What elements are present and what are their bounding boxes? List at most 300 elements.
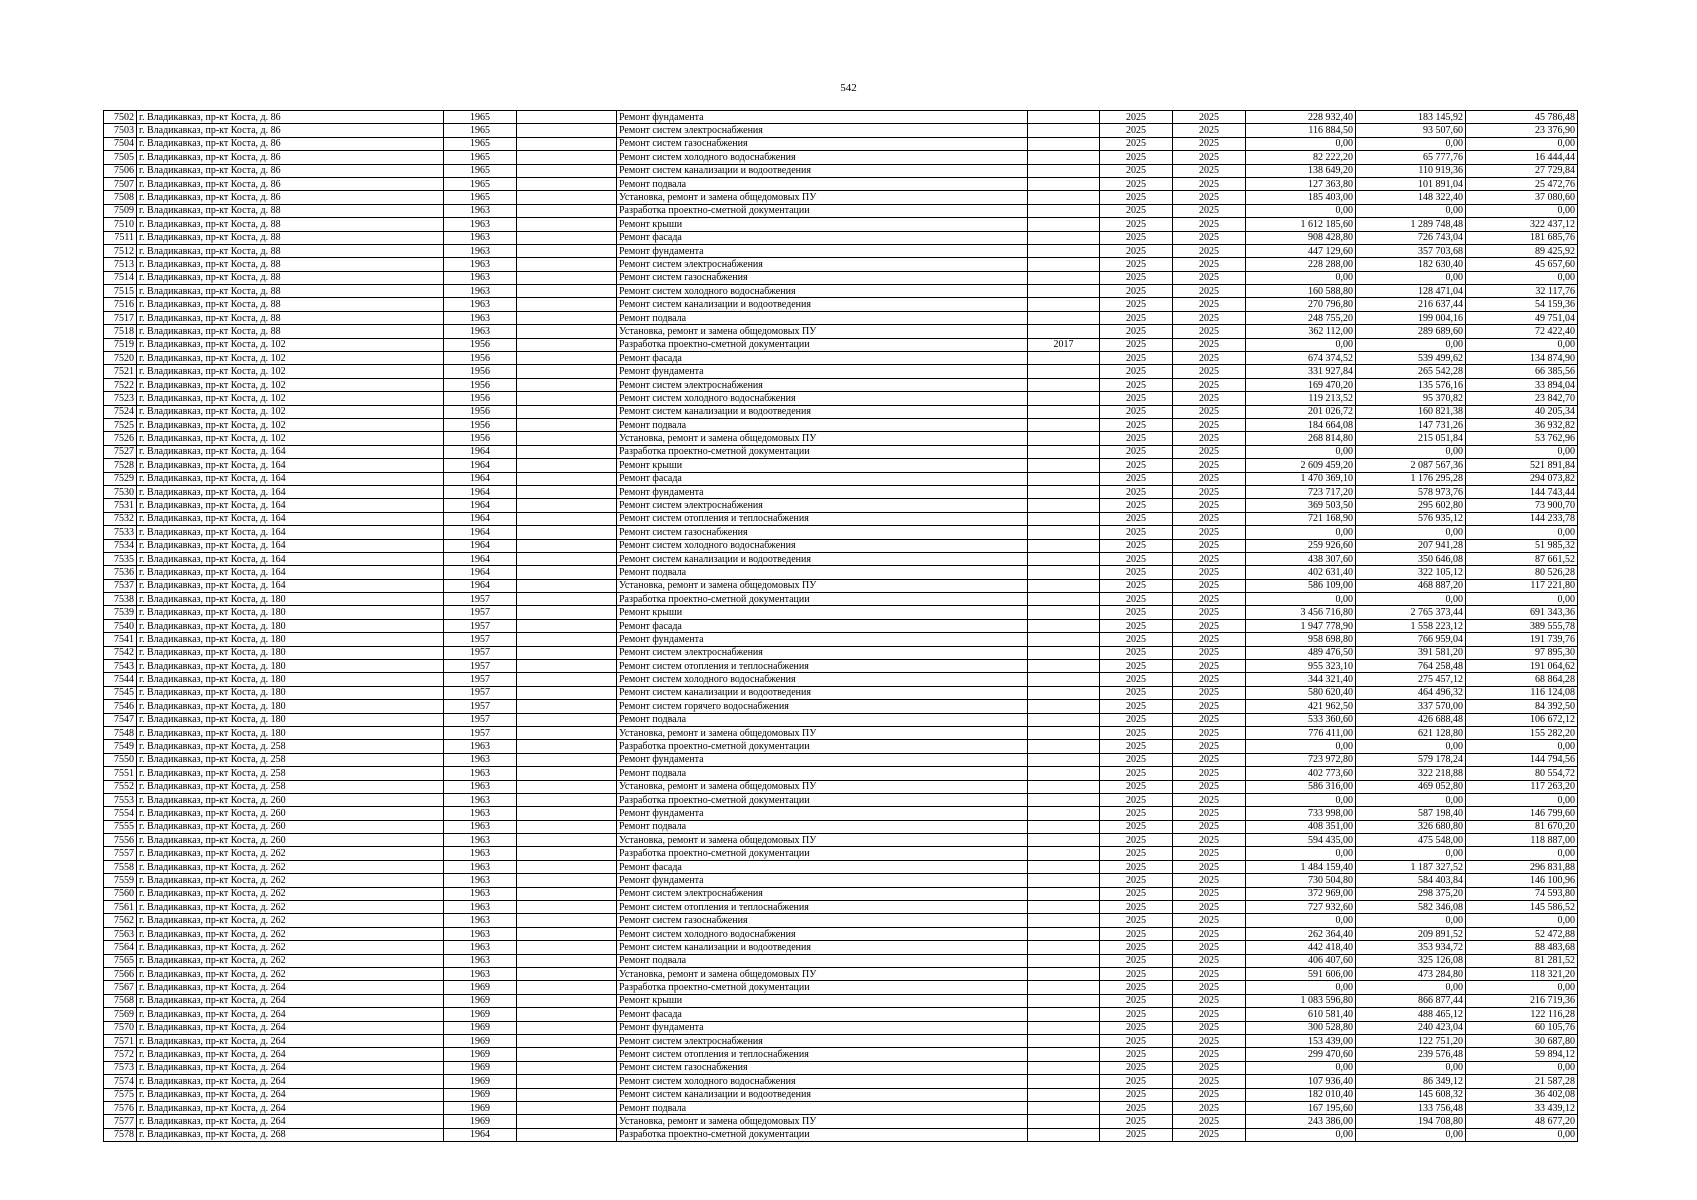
build-year: 1957 (444, 713, 517, 726)
plan-end-year: 2025 (1173, 847, 1246, 860)
total-cost: 184 664,08 (1246, 418, 1356, 431)
owners-cost: 73 900,70 (1466, 499, 1578, 512)
table-row (104, 566, 1578, 579)
table-row (104, 968, 1578, 981)
fund-cost: 95 370,82 (1356, 392, 1466, 405)
row-number: 7576 (104, 1101, 137, 1114)
work-type: Ремонт систем отопления и теплоснабжения (617, 901, 1028, 914)
blank-cell (517, 606, 617, 619)
prior-year (1028, 405, 1100, 418)
total-cost: 408 351,00 (1246, 820, 1356, 833)
blank-cell (517, 807, 617, 820)
table-row (104, 994, 1578, 1007)
fund-cost: 357 703,68 (1356, 244, 1466, 257)
row-number: 7531 (104, 499, 137, 512)
blank-cell (517, 258, 617, 271)
prior-year (1028, 700, 1100, 713)
address: г. Владикавказ, пр-кт Коста, д. 262 (137, 968, 444, 981)
address: г. Владикавказ, пр-кт Коста, д. 262 (137, 860, 444, 873)
fund-cost: 0,00 (1356, 981, 1466, 994)
fund-cost: 145 608,32 (1356, 1088, 1466, 1101)
build-year: 1963 (444, 901, 517, 914)
owners-cost: 117 221,80 (1466, 579, 1578, 592)
blank-cell (517, 793, 617, 806)
fund-cost: 764 258,48 (1356, 660, 1466, 673)
row-number: 7513 (104, 258, 137, 271)
blank-cell (517, 204, 617, 217)
plan-start-year: 2025 (1100, 593, 1173, 606)
plan-end-year: 2025 (1173, 552, 1246, 565)
row-number: 7555 (104, 820, 137, 833)
build-year: 1969 (444, 981, 517, 994)
work-type: Ремонт фундамента (617, 1021, 1028, 1034)
total-cost: 586 109,00 (1246, 579, 1356, 592)
blank-cell (517, 767, 617, 780)
address: г. Владикавказ, пр-кт Коста, д. 88 (137, 231, 444, 244)
address: г. Владикавказ, пр-кт Коста, д. 264 (137, 1075, 444, 1088)
plan-start-year: 2025 (1100, 244, 1173, 257)
total-cost: 344 321,40 (1246, 673, 1356, 686)
plan-start-year: 2025 (1100, 378, 1173, 391)
fund-cost: 0,00 (1356, 445, 1466, 458)
build-year: 1969 (444, 994, 517, 1007)
plan-end-year: 2025 (1173, 646, 1246, 659)
row-number: 7549 (104, 740, 137, 753)
prior-year (1028, 1128, 1100, 1141)
plan-end-year: 2025 (1173, 981, 1246, 994)
total-cost: 721 168,90 (1246, 512, 1356, 525)
address: г. Владикавказ, пр-кт Коста, д. 264 (137, 1048, 444, 1061)
address: г. Владикавказ, пр-кт Коста, д. 264 (137, 1061, 444, 1074)
table-row (104, 445, 1578, 458)
table-row (104, 686, 1578, 699)
plan-end-year: 2025 (1173, 713, 1246, 726)
table-row (104, 1021, 1578, 1034)
build-year: 1963 (444, 874, 517, 887)
blank-cell (517, 177, 617, 190)
fund-cost: 133 756,48 (1356, 1101, 1466, 1114)
fund-cost: 110 919,36 (1356, 164, 1466, 177)
blank-cell (517, 874, 617, 887)
build-year: 1957 (444, 686, 517, 699)
build-year: 1965 (444, 151, 517, 164)
work-type: Ремонт фасада (617, 231, 1028, 244)
fund-cost: 473 284,80 (1356, 968, 1466, 981)
fund-cost: 148 322,40 (1356, 191, 1466, 204)
work-type: Ремонт фундамента (617, 111, 1028, 124)
table-row (104, 111, 1578, 124)
build-year: 1964 (444, 526, 517, 539)
fund-cost: 0,00 (1356, 204, 1466, 217)
row-number: 7554 (104, 807, 137, 820)
work-type: Ремонт подвала (617, 566, 1028, 579)
owners-cost: 36 402,08 (1466, 1088, 1578, 1101)
build-year: 1964 (444, 472, 517, 485)
work-type: Ремонт подвала (617, 311, 1028, 324)
prior-year (1028, 901, 1100, 914)
plan-end-year: 2025 (1173, 231, 1246, 244)
build-year: 1964 (444, 485, 517, 498)
address: г. Владикавказ, пр-кт Коста, д. 86 (137, 151, 444, 164)
address: г. Владикавказ, пр-кт Коста, д. 164 (137, 472, 444, 485)
plan-end-year: 2025 (1173, 834, 1246, 847)
fund-cost: 2 087 567,36 (1356, 459, 1466, 472)
blank-cell (517, 1021, 617, 1034)
build-year: 1956 (444, 378, 517, 391)
table-row (104, 311, 1578, 324)
address: г. Владикавказ, пр-кт Коста, д. 264 (137, 1034, 444, 1047)
work-type: Ремонт крыши (617, 994, 1028, 1007)
owners-cost: 0,00 (1466, 204, 1578, 217)
total-cost: 116 884,50 (1246, 124, 1356, 137)
table-row (104, 740, 1578, 753)
owners-cost: 66 385,56 (1466, 365, 1578, 378)
total-cost: 591 606,00 (1246, 968, 1356, 981)
build-year: 1963 (444, 780, 517, 793)
plan-end-year: 2025 (1173, 914, 1246, 927)
total-cost: 0,00 (1246, 526, 1356, 539)
owners-cost: 0,00 (1466, 137, 1578, 150)
total-cost: 331 927,84 (1246, 365, 1356, 378)
owners-cost: 53 762,96 (1466, 432, 1578, 445)
address: г. Владикавказ, пр-кт Коста, д. 88 (137, 204, 444, 217)
blank-cell (517, 1075, 617, 1088)
blank-cell (517, 901, 617, 914)
address: г. Владикавказ, пр-кт Коста, д. 262 (137, 887, 444, 900)
total-cost: 402 631,40 (1246, 566, 1356, 579)
plan-end-year: 2025 (1173, 566, 1246, 579)
prior-year (1028, 378, 1100, 391)
plan-start-year: 2025 (1100, 111, 1173, 124)
plan-start-year: 2025 (1100, 298, 1173, 311)
plan-end-year: 2025 (1173, 365, 1246, 378)
total-cost: 723 972,80 (1246, 753, 1356, 766)
plan-start-year: 2025 (1100, 526, 1173, 539)
prior-year (1028, 218, 1100, 231)
row-number: 7551 (104, 767, 137, 780)
work-type: Установка, ремонт и замена общедомовых ПУ (617, 325, 1028, 338)
owners-cost: 48 677,20 (1466, 1115, 1578, 1128)
plan-start-year: 2025 (1100, 1034, 1173, 1047)
owners-cost: 36 932,82 (1466, 418, 1578, 431)
build-year: 1957 (444, 660, 517, 673)
owners-cost: 116 124,08 (1466, 686, 1578, 699)
total-cost: 0,00 (1246, 593, 1356, 606)
prior-year (1028, 673, 1100, 686)
plan-start-year: 2025 (1100, 673, 1173, 686)
fund-cost: 135 576,16 (1356, 378, 1466, 391)
blank-cell (517, 539, 617, 552)
owners-cost: 389 555,78 (1466, 619, 1578, 632)
prior-year (1028, 432, 1100, 445)
fund-cost: 122 751,20 (1356, 1034, 1466, 1047)
plan-end-year: 2025 (1173, 432, 1246, 445)
total-cost: 438 307,60 (1246, 552, 1356, 565)
owners-cost: 51 985,32 (1466, 539, 1578, 552)
work-type: Ремонт систем холодного водоснабжения (617, 1075, 1028, 1088)
total-cost: 489 476,50 (1246, 646, 1356, 659)
plan-start-year: 2025 (1100, 566, 1173, 579)
table-row (104, 820, 1578, 833)
address: г. Владикавказ, пр-кт Коста, д. 164 (137, 499, 444, 512)
plan-end-year: 2025 (1173, 941, 1246, 954)
plan-end-year: 2025 (1173, 445, 1246, 458)
work-type: Ремонт систем холодного водоснабжения (617, 673, 1028, 686)
work-type: Ремонт фасада (617, 860, 1028, 873)
total-cost: 908 428,80 (1246, 231, 1356, 244)
table-row (104, 1101, 1578, 1114)
work-type: Ремонт систем электроснабжения (617, 499, 1028, 512)
prior-year (1028, 713, 1100, 726)
build-year: 1963 (444, 204, 517, 217)
table-row (104, 780, 1578, 793)
plan-start-year: 2025 (1100, 847, 1173, 860)
table-row (104, 914, 1578, 927)
owners-cost: 0,00 (1466, 445, 1578, 458)
prior-year (1028, 686, 1100, 699)
prior-year (1028, 137, 1100, 150)
blank-cell (517, 927, 617, 940)
plan-start-year: 2025 (1100, 1008, 1173, 1021)
table-body (104, 111, 1578, 1142)
fund-cost: 350 646,08 (1356, 552, 1466, 565)
blank-cell (517, 860, 617, 873)
plan-end-year: 2025 (1173, 887, 1246, 900)
row-number: 7516 (104, 298, 137, 311)
owners-cost: 23 842,70 (1466, 392, 1578, 405)
work-type: Ремонт систем холодного водоснабжения (617, 539, 1028, 552)
build-year: 1963 (444, 740, 517, 753)
prior-year (1028, 726, 1100, 739)
plan-end-year: 2025 (1173, 1008, 1246, 1021)
build-year: 1969 (444, 1115, 517, 1128)
owners-cost: 30 687,80 (1466, 1034, 1578, 1047)
row-number: 7553 (104, 793, 137, 806)
owners-cost: 81 670,20 (1466, 820, 1578, 833)
plan-end-year: 2025 (1173, 619, 1246, 632)
build-year: 1969 (444, 1101, 517, 1114)
total-cost: 0,00 (1246, 914, 1356, 927)
fund-cost: 579 178,24 (1356, 753, 1466, 766)
total-cost: 2 609 459,20 (1246, 459, 1356, 472)
prior-year (1028, 485, 1100, 498)
build-year: 1963 (444, 298, 517, 311)
plan-start-year: 2025 (1100, 780, 1173, 793)
row-number: 7542 (104, 646, 137, 659)
table-row (104, 1075, 1578, 1088)
row-number: 7563 (104, 927, 137, 940)
plan-start-year: 2025 (1100, 539, 1173, 552)
plan-end-year: 2025 (1173, 1128, 1246, 1141)
owners-cost: 0,00 (1466, 338, 1578, 351)
owners-cost: 54 159,36 (1466, 298, 1578, 311)
table-row (104, 673, 1578, 686)
plan-end-year: 2025 (1173, 164, 1246, 177)
build-year: 1963 (444, 218, 517, 231)
prior-year (1028, 526, 1100, 539)
row-number: 7538 (104, 593, 137, 606)
table-row (104, 365, 1578, 378)
row-number: 7530 (104, 485, 137, 498)
build-year: 1964 (444, 459, 517, 472)
work-type: Ремонт фасада (617, 472, 1028, 485)
row-number: 7578 (104, 1128, 137, 1141)
work-type: Ремонт подвала (617, 954, 1028, 967)
blank-cell (517, 392, 617, 405)
address: г. Владикавказ, пр-кт Коста, д. 262 (137, 954, 444, 967)
plan-start-year: 2025 (1100, 432, 1173, 445)
prior-year (1028, 660, 1100, 673)
fund-cost: 101 891,04 (1356, 177, 1466, 190)
blank-cell (517, 311, 617, 324)
blank-cell (517, 593, 617, 606)
row-number: 7562 (104, 914, 137, 927)
plan-start-year: 2025 (1100, 258, 1173, 271)
work-type: Ремонт крыши (617, 459, 1028, 472)
work-type: Ремонт систем электроснабжения (617, 1034, 1028, 1047)
row-number: 7519 (104, 338, 137, 351)
table-row (104, 378, 1578, 391)
fund-cost: 584 403,84 (1356, 874, 1466, 887)
plan-start-year: 2025 (1100, 606, 1173, 619)
table-row (104, 606, 1578, 619)
prior-year (1028, 579, 1100, 592)
build-year: 1964 (444, 1128, 517, 1141)
work-type: Разработка проектно-сметной документации (617, 1128, 1028, 1141)
row-number: 7523 (104, 392, 137, 405)
build-year: 1956 (444, 352, 517, 365)
prior-year (1028, 1008, 1100, 1021)
fund-cost: 475 548,00 (1356, 834, 1466, 847)
row-number: 7545 (104, 686, 137, 699)
plan-start-year: 2025 (1100, 1115, 1173, 1128)
row-number: 7506 (104, 164, 137, 177)
total-cost: 0,00 (1246, 445, 1356, 458)
owners-cost: 84 392,50 (1466, 700, 1578, 713)
fund-cost: 576 935,12 (1356, 512, 1466, 525)
plan-start-year: 2025 (1100, 137, 1173, 150)
plan-start-year: 2025 (1100, 124, 1173, 137)
table-row (104, 887, 1578, 900)
prior-year (1028, 258, 1100, 271)
owners-cost: 52 472,88 (1466, 927, 1578, 940)
prior-year (1028, 111, 1100, 124)
blank-cell (517, 713, 617, 726)
owners-cost: 21 587,28 (1466, 1075, 1578, 1088)
total-cost: 406 407,60 (1246, 954, 1356, 967)
address: г. Владикавказ, пр-кт Коста, д. 268 (137, 1128, 444, 1141)
fund-cost: 86 349,12 (1356, 1075, 1466, 1088)
blank-cell (517, 231, 617, 244)
owners-cost: 134 874,90 (1466, 352, 1578, 365)
address: г. Владикавказ, пр-кт Коста, д. 88 (137, 311, 444, 324)
repair-register-table (103, 110, 1578, 1142)
table-row (104, 847, 1578, 860)
prior-year (1028, 968, 1100, 981)
plan-start-year: 2025 (1100, 231, 1173, 244)
plan-start-year: 2025 (1100, 1061, 1173, 1074)
fund-cost: 0,00 (1356, 1061, 1466, 1074)
table-row (104, 231, 1578, 244)
table-row (104, 807, 1578, 820)
work-type: Ремонт систем электроснабжения (617, 258, 1028, 271)
prior-year (1028, 820, 1100, 833)
plan-start-year: 2025 (1100, 204, 1173, 217)
fund-cost: 325 126,08 (1356, 954, 1466, 967)
plan-start-year: 2025 (1100, 472, 1173, 485)
build-year: 1963 (444, 807, 517, 820)
work-type: Ремонт фундамента (617, 365, 1028, 378)
plan-start-year: 2025 (1100, 271, 1173, 284)
fund-cost: 866 877,44 (1356, 994, 1466, 1007)
row-number: 7577 (104, 1115, 137, 1128)
plan-end-year: 2025 (1173, 1061, 1246, 1074)
row-number: 7550 (104, 753, 137, 766)
address: г. Владикавказ, пр-кт Коста, д. 88 (137, 298, 444, 311)
address: г. Владикавказ, пр-кт Коста, д. 164 (137, 579, 444, 592)
build-year: 1964 (444, 539, 517, 552)
build-year: 1964 (444, 566, 517, 579)
total-cost: 160 588,80 (1246, 285, 1356, 298)
address: г. Владикавказ, пр-кт Коста, д. 102 (137, 352, 444, 365)
prior-year (1028, 552, 1100, 565)
fund-cost: 766 959,04 (1356, 633, 1466, 646)
table-row (104, 901, 1578, 914)
address: г. Владикавказ, пр-кт Коста, д. 264 (137, 994, 444, 1007)
row-number: 7502 (104, 111, 137, 124)
total-cost: 107 936,40 (1246, 1075, 1356, 1088)
plan-start-year: 2025 (1100, 191, 1173, 204)
fund-cost: 468 887,20 (1356, 579, 1466, 592)
fund-cost: 147 731,26 (1356, 418, 1466, 431)
table-row (104, 204, 1578, 217)
total-cost: 3 456 716,80 (1246, 606, 1356, 619)
work-type: Ремонт фасада (617, 619, 1028, 632)
table-row (104, 1115, 1578, 1128)
table-row (104, 539, 1578, 552)
prior-year (1028, 512, 1100, 525)
plan-start-year: 2025 (1100, 994, 1173, 1007)
plan-end-year: 2025 (1173, 338, 1246, 351)
plan-end-year: 2025 (1173, 539, 1246, 552)
fund-cost: 726 743,04 (1356, 231, 1466, 244)
row-number: 7572 (104, 1048, 137, 1061)
table-row (104, 954, 1578, 967)
fund-cost: 322 218,88 (1356, 767, 1466, 780)
blank-cell (517, 1034, 617, 1047)
prior-year (1028, 285, 1100, 298)
fund-cost: 183 145,92 (1356, 111, 1466, 124)
address: г. Владикавказ, пр-кт Коста, д. 180 (137, 713, 444, 726)
plan-start-year: 2025 (1100, 767, 1173, 780)
build-year: 1963 (444, 834, 517, 847)
plan-start-year: 2025 (1100, 887, 1173, 900)
owners-cost: 81 281,52 (1466, 954, 1578, 967)
prior-year (1028, 311, 1100, 324)
build-year: 1963 (444, 767, 517, 780)
plan-end-year: 2025 (1173, 298, 1246, 311)
prior-year (1028, 164, 1100, 177)
plan-end-year: 2025 (1173, 1048, 1246, 1061)
total-cost: 185 403,00 (1246, 191, 1356, 204)
blank-cell (517, 137, 617, 150)
owners-cost: 68 864,28 (1466, 673, 1578, 686)
address: г. Владикавказ, пр-кт Коста, д. 258 (137, 740, 444, 753)
plan-start-year: 2025 (1100, 579, 1173, 592)
prior-year (1028, 981, 1100, 994)
owners-cost: 23 376,90 (1466, 124, 1578, 137)
fund-cost: 265 542,28 (1356, 365, 1466, 378)
